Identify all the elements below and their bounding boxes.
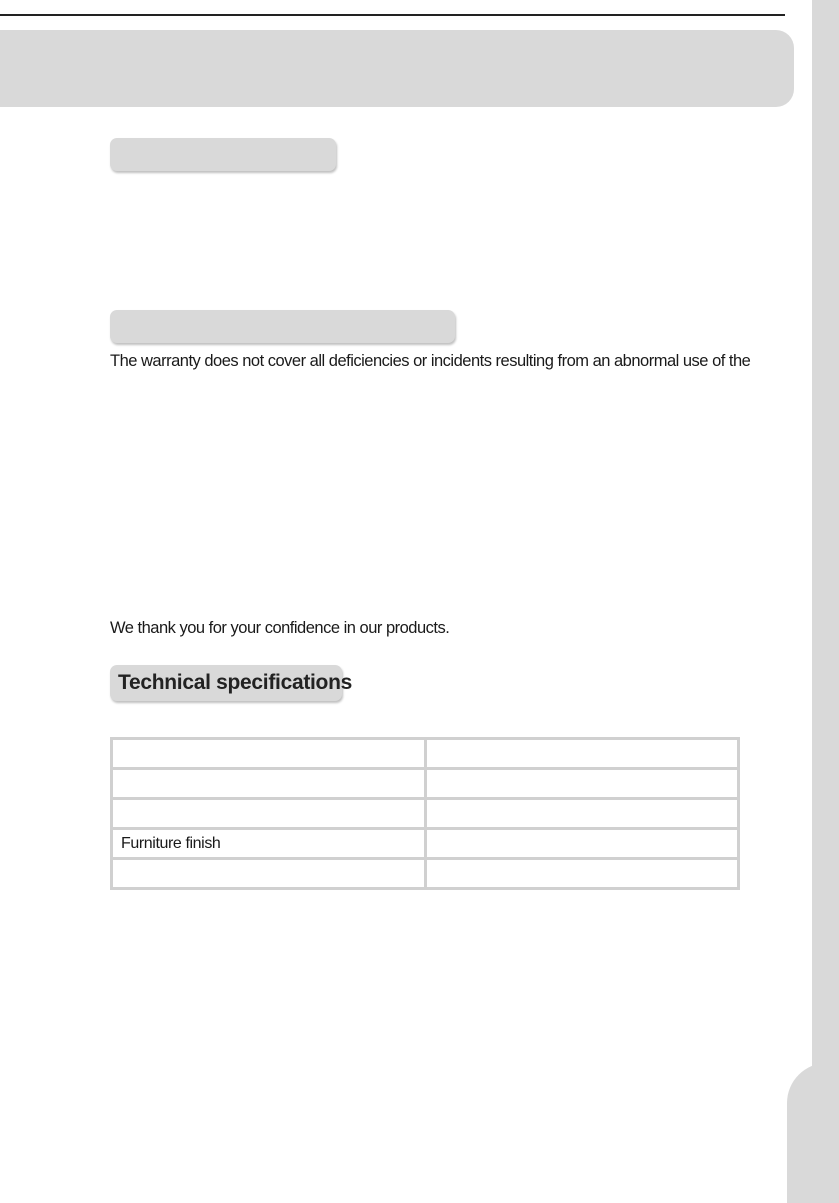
side-strip [812,0,839,1191]
table-row [112,769,739,799]
warranty-exclusion-text: The warranty does not cover all deficiencies or incidents resulting from an abnormal use of the [110,352,751,370]
table-row [112,799,739,829]
spec-label-cell [112,739,426,769]
spec-label-cell [112,859,426,889]
thanks-text: We thank you for your confidence in our products. [110,619,450,637]
specs-heading-pill [110,665,352,701]
spec-value-cell [426,739,739,769]
table-row [112,829,739,859]
specs-table [110,737,740,890]
spec-value-cell [426,769,739,799]
spec-value-cell [426,829,739,859]
section-heading-pill-2 [110,310,455,343]
spec-value-cell [426,859,739,889]
spec-label-cell [112,799,426,829]
spec-value-cell [426,799,739,829]
section-heading-pill-1 [110,138,336,171]
table-row [112,739,739,769]
spec-label-cell [112,769,426,799]
top-rule-line [0,14,785,16]
header-band [0,30,794,107]
spec-label-cell: Furniture finish [112,829,426,859]
page-corner-tab [787,1063,839,1203]
table-row [112,859,739,889]
specs-heading: Technical specifications [118,671,352,694]
